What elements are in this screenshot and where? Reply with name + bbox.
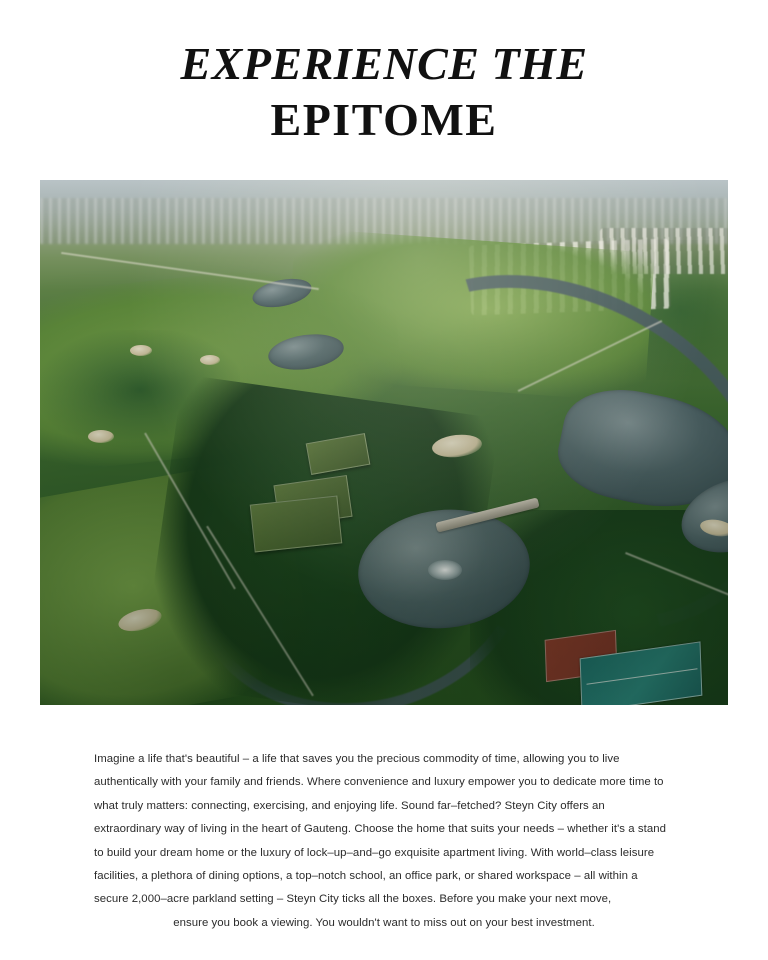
page-title-line-1: EXPERIENCE THE (180, 38, 588, 89)
body-closing-line: ensure you book a viewing. You wouldn't want to miss out on your best investment. (173, 916, 595, 929)
photo-lighting-overlay (40, 180, 728, 705)
aerial-parkland-photo (40, 180, 728, 705)
body-copy (94, 748, 674, 935)
hero-image (40, 180, 728, 705)
page-title-line-2: EPITOME (270, 94, 498, 146)
page-title (0, 0, 768, 147)
body-paragraph: Imagine a life that's beautiful – a life that saves you the precious commodity of time, allowing you to live authentically with your family and friends. Where convenience and luxury empower you to dedicate more time to what truly matters: connecting, exercising, and enjoying life. Sound far–fetched? Steyn City offers an extraordinary way of living in the heart of Gauteng. Choose the home that suits your needs – whether it's a stand to build your dream home or the luxury of lock–up–and–go exquisite apartment living. With world–class leisure facilities, a plethora of dining options, a top–notch school, an office park, or shared workspace – all within a secure 2,000–acre parkland setting – Steyn City ticks all the boxes. Before you make your next move, (94, 753, 666, 906)
